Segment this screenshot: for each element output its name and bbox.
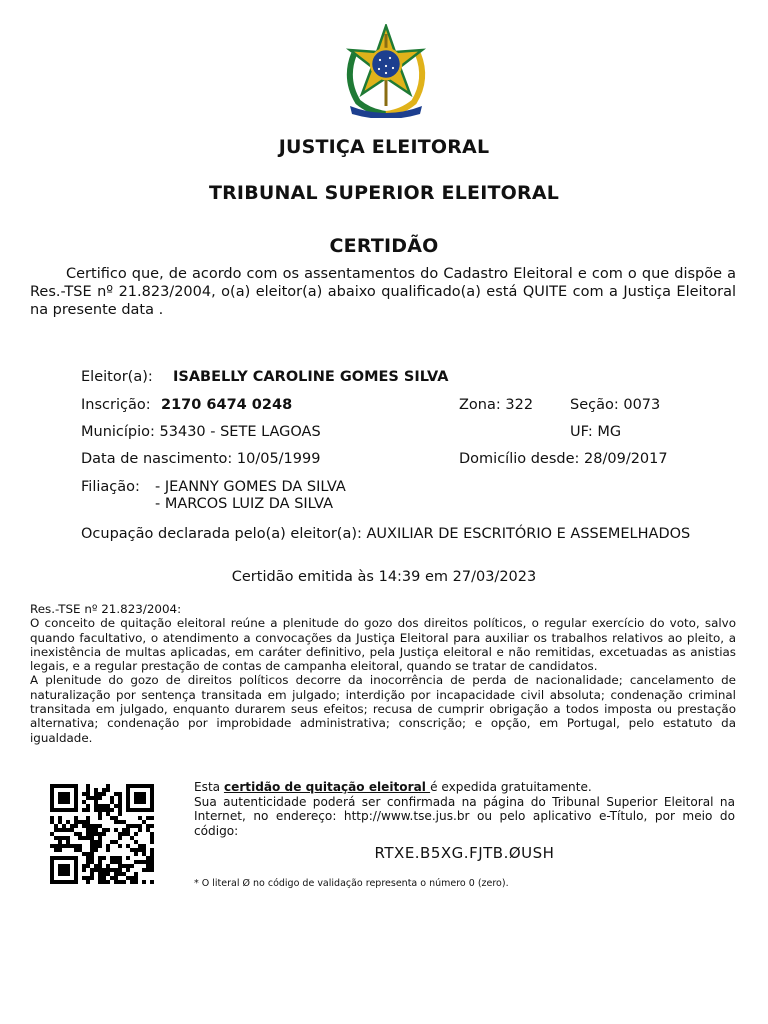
parent-2: - MARCOS LUIZ DA SILVA xyxy=(155,496,334,512)
legal-text xyxy=(30,602,736,745)
filiation-label: Filiação: xyxy=(81,479,140,495)
zone: Zona: 322 xyxy=(459,397,534,413)
intro-paragraph: Certifico que, de acordo com os assentamentos do Cadastro Eleitoral e com o que dispõe a Res.-TSE nº 21.823/2004, o(a) eleitor(a) abaixo qualificado(a) está QUITE com a Justiça Eleitoral na presente data . xyxy=(30,266,736,318)
legal-paragraph-2: A plenitude do gozo de direitos políticos decorre da inocorrência de perda de nacionalidade; cancelamento de naturalização por sentença transitada em julgado; interdição por incapacidade civil absoluta; condenação criminal transitada em julgado, enquanto durarem seus efeitos; recusa de cumprir obrigação a todos imposta ou prestação alternativa; condenação por improbidade administrativa; conscrição; e opção, em Portugal, pelo estatuto da igualdade. xyxy=(30,673,736,745)
uf: UF: MG xyxy=(570,424,622,440)
legal-heading: Res.-TSE nº 21.823/2004: xyxy=(30,602,182,616)
domicile-since: Domicílio desde: 28/09/2017 xyxy=(459,451,668,467)
auth-post: é expedida gratuitamente. xyxy=(430,780,592,794)
birth-date: Data de nascimento: 10/05/1999 xyxy=(81,451,321,467)
title-justica-eleitoral: JUSTIÇA ELEITORAL xyxy=(278,136,490,158)
auth-pre: Esta xyxy=(194,780,224,794)
voter-name: ISABELLY CAROLINE GOMES SILVA xyxy=(173,369,449,385)
validation-code: RTXE.B5XG.FJTB.ØUSH xyxy=(374,844,555,862)
voter-name-label: Eleitor(a): xyxy=(81,369,153,385)
parent-1: - JEANNY GOMES DA SILVA xyxy=(155,479,346,495)
occupation: Ocupação declarada pelo(a) eleitor(a): AUXILIAR DE ESCRITÓRIO E ASSEMELHADOS xyxy=(81,526,691,542)
authenticity-line-1 xyxy=(194,780,735,795)
authenticity-block xyxy=(194,780,735,838)
inscription-number: 2170 6474 0248 xyxy=(161,397,293,413)
municipality: Município: 53430 - SETE LAGOAS xyxy=(81,424,321,440)
issued-datetime: Certidão emitida às 14:39 em 27/03/2023 xyxy=(231,569,537,585)
authenticity-line-2: Sua autenticidade poderá ser confirmada na página do Tribunal Superior Eleitoral na Internet, no endereço: http://www.tse.jus.br ou pelo aplicativo e-Título, por meio do código: xyxy=(194,794,735,838)
inscription-label: Inscrição: xyxy=(81,397,151,413)
certidao-link[interactable]: certidão de quitação eleitoral xyxy=(223,780,431,794)
title-tse: TRIBUNAL SUPERIOR ELEITORAL xyxy=(208,182,560,204)
title-certidao: CERTIDÃO xyxy=(329,235,439,257)
section: Seção: 0073 xyxy=(570,397,661,413)
validation-note: * O literal Ø no código de validação representa o número 0 (zero). xyxy=(194,878,509,889)
coat-of-arms-icon xyxy=(340,24,432,118)
legal-paragraph-1: O conceito de quitação eleitoral reúne a plenitude do gozo dos direitos políticos, o regular exercício do voto, salvo quando facultativo, o atendimento a convocações da Justiça Eleitoral para auxiliar os trabalhos relativos ao pleito, a inexistência de multas aplicadas, em caráter definitivo, pela Justiça eleitoral e não remitidas, excetuadas as anistias legais, e a regular prestação de contas de campanha eleitoral, quando se tratar de candidatos. xyxy=(30,616,736,674)
qr-code-icon xyxy=(50,784,154,884)
